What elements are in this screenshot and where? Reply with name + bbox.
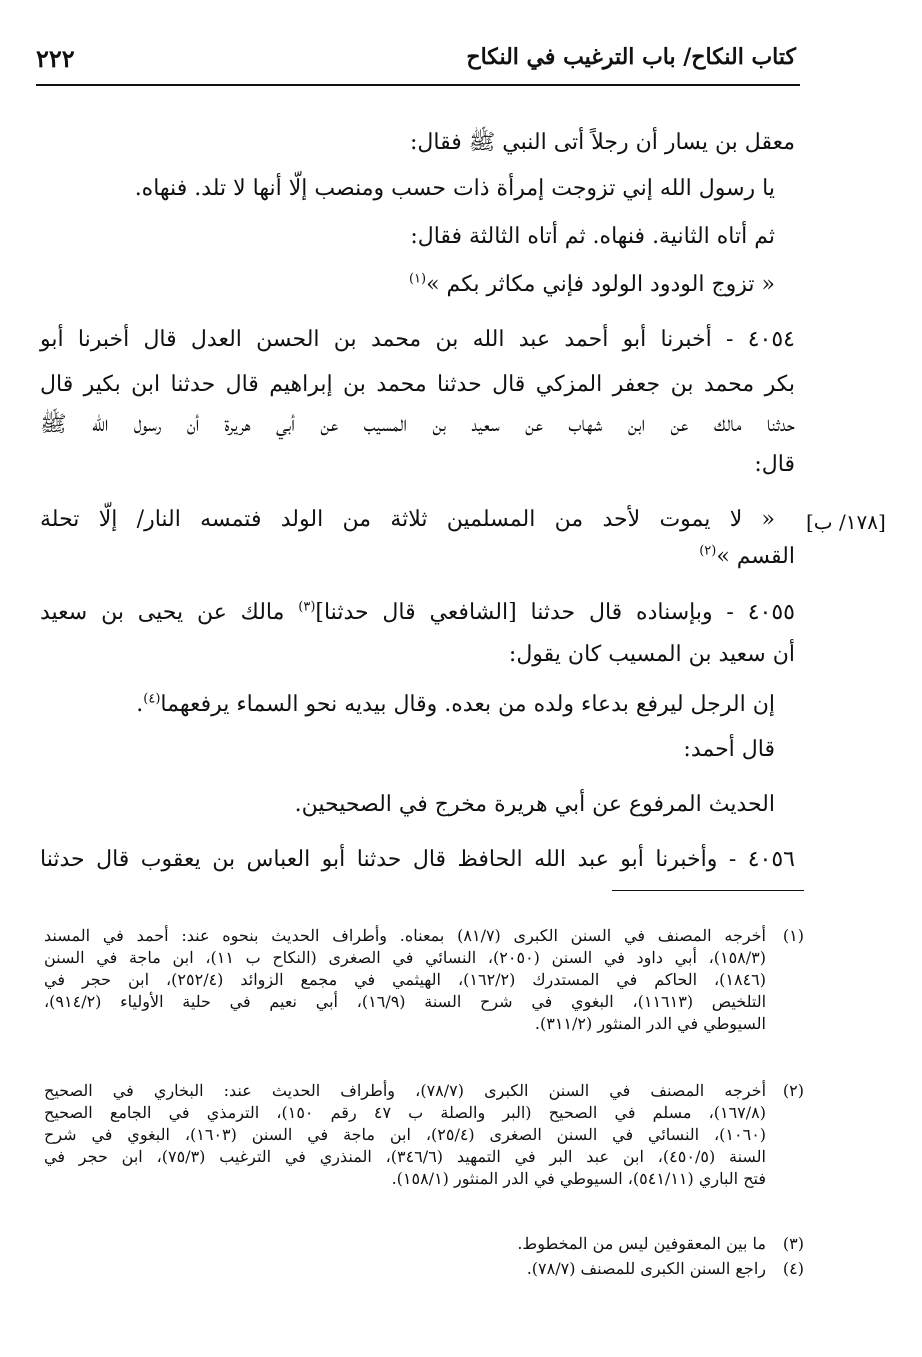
- text-line: [699, 542, 795, 572]
- footnote-line: راجع السنن الكبرى للمصنف (٧٨/٧).: [526, 1259, 766, 1278]
- footnote-line: فتح الباري (٥٤١/١١)، السيوطي في الدر المنثور (١٥٨/١).: [391, 1169, 766, 1188]
- isnad-text: ٤٠٥٥ - وبإسناده قال حدثنا [الشافعي قال حدثنا]: [315, 600, 795, 625]
- footnote-number: (٢): [782, 1081, 804, 1100]
- footnote-number: (٣): [782, 1234, 804, 1253]
- footnote-line: أخرجه المصنف في السنن الكبرى (٨١/٧) بمعناه. وأطراف الحديث بنحوه عند: أحمد في المسند: [44, 926, 766, 945]
- footnote-mark: (٤): [143, 691, 161, 707]
- footnote-line: (١٨٤٦)، الحاكم في المستدرك (١٦٢/٢)، الهيثمي في مجمع الزوائد (٢٥٢/٤)، ابن حجر في: [44, 970, 767, 989]
- footnote-line: (١٥٨/٣)، أبي داود في السنن (٢٠٥٠)، النسائي في الصغرى (النكاح ب ١١)، ابن ماجة في السنن: [44, 948, 766, 967]
- footnote-line: التلخيص (١١٦١٣)، البغوي في شرح السنة (١٦/٩)، أبي نعيم في حلية الأولياء (٩١٤/٢)،: [44, 992, 767, 1011]
- manuscript-folio-marker: [١٧٨/ ب]: [806, 510, 886, 534]
- footnote-2: [44, 1080, 804, 1190]
- main-text: [40, 0, 795, 880]
- footnote-4: [44, 1258, 804, 1280]
- footnote-mark: (١): [408, 271, 427, 287]
- footnote-line: السيوطي في الدر المنثور (٣١١/٢).: [534, 1014, 766, 1033]
- text-line: حدثنا مالك عن ابن شهاب عن سعيد بن المسيب عن أبي هريرة أن رسول الله ﷺ: [40, 412, 795, 437]
- footnote-mark: (٣): [298, 599, 316, 615]
- text-line: يا رسول الله إني تزوجت إمرأة ذات حسب ومنصب إلّا أنها لا تلد. فنهاه.: [134, 176, 775, 201]
- footnote-line: (١٦٧/٨)، مسلم في الصحيح (البر والصلة ب ٤٧ رقم ١٥٠)، الترمذي في الجامع الصحيح: [44, 1103, 766, 1122]
- footnote-line: أخرجه المصنف في السنن الكبرى (٧٨/٧)، وأطراف الحديث عند: البخاري في الصحيح: [44, 1081, 767, 1100]
- footnote-divider: [612, 890, 804, 891]
- text-line: قال أحمد:: [683, 737, 775, 762]
- text-line: الحديث المرفوع عن أبي هريرة مخرج في الصحيحين.: [294, 792, 775, 817]
- isnad-text: مالك عن يحيى بن سعيد: [40, 600, 299, 625]
- text-line: أن سعيد بن المسيب كان يقول:: [508, 642, 795, 667]
- athar-text: إن الرجل ليرفع بدعاء ولده من بعده. وقال بيديه نحو السماء يرفعهما: [160, 692, 775, 717]
- quoted-hadith: « تزوج الودود الولود فإني مكاثر بكم »: [426, 272, 775, 297]
- footnote-3: [44, 1233, 804, 1255]
- footnote-line: السنة (٤٥٠/٥)، ابن عبد البر في التمهيد (٣٤٦/٦)، المنذري في الترغيب (٧٥/٣)، ابن حجر في: [44, 1147, 767, 1166]
- footnote-mark: (٢): [699, 543, 717, 559]
- quoted-hadith-end: القسم »: [716, 544, 795, 569]
- footnote-line: ما بين المعقوفين ليس من المخطوط.: [517, 1234, 766, 1253]
- text-line: قال:: [754, 452, 795, 477]
- hadith-4056-line: ٤٠٥٦ - وأخبرنا أبو عبد الله الحافظ قال حدثنا أبو العباس بن يعقوب قال حدثنا: [40, 847, 795, 872]
- page-number: ٢٢٢: [36, 44, 75, 73]
- text-line: ثم أتاه الثانية. فنهاه. ثم أتاه الثالثة فقال:: [410, 224, 775, 249]
- text-line: معقل بن يسار أن رجلاً أتى النبي ﷺ فقال:: [409, 130, 795, 155]
- hadith-4054-line: ٤٠٥٤ - أخبرنا أبو أحمد عبد الله بن محمد بن الحسن العدل قال أخبرنا أبو: [40, 327, 795, 352]
- chapter-title: كتاب النكاح/ باب الترغيب في النكاح: [466, 44, 796, 70]
- text-line: [136, 690, 775, 720]
- quoted-hadith: « لا يموت لأحد من المسلمين ثلاثة من الولد فتمسه النار/ إلّا تحلة: [40, 507, 775, 532]
- text-line: بكر محمد بن جعفر المزكي قال حدثنا محمد بن إبراهيم قال حدثنا ابن بكير قال: [40, 372, 795, 397]
- period: .: [136, 692, 144, 717]
- footnote-1: [44, 925, 804, 1035]
- footnote-number: (١): [782, 926, 804, 945]
- text-line: [409, 270, 775, 300]
- hadith-4055-line: [40, 598, 795, 628]
- footnote-line: (١٠٦٠)، النسائي في السنن الصغرى (٢٥/٤)، ابن ماجة في السنن (١٦٠٣)، البغوي في شرح: [44, 1125, 767, 1144]
- footnote-number: (٤): [782, 1259, 804, 1278]
